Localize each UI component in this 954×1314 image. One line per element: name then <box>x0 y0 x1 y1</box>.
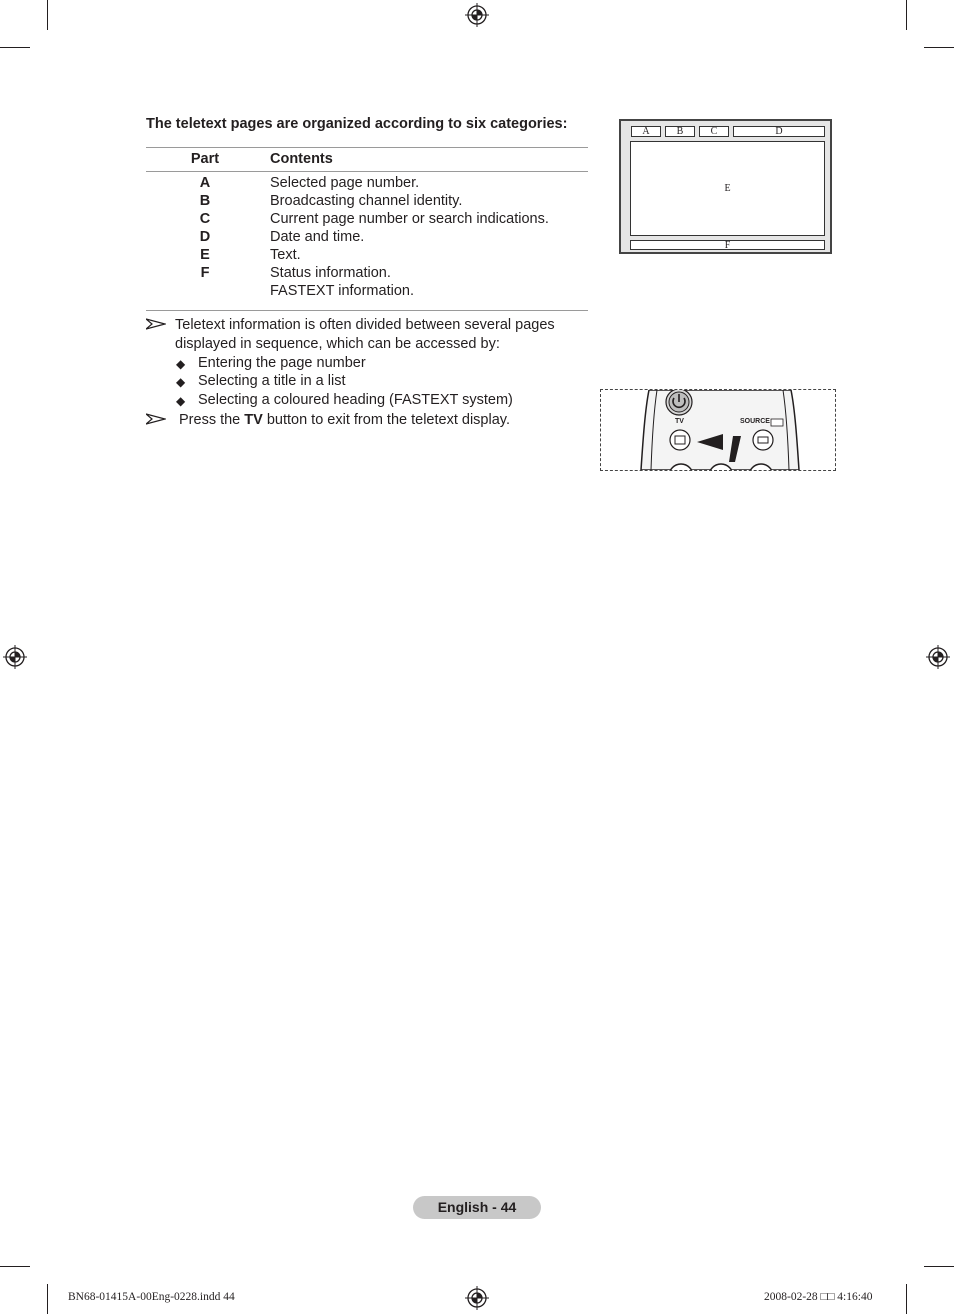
teletext-part-e <box>630 141 825 236</box>
diamond-bullet-icon: ◆ <box>176 357 186 371</box>
table-cell-content: Status information. <box>270 265 391 281</box>
page-number-badge: English - 44 <box>413 1196 541 1219</box>
teletext-part-e-label: E <box>724 183 731 194</box>
table-cell-part: F <box>200 265 210 281</box>
table-bottom-rule <box>146 310 588 311</box>
table-cell-part: E <box>200 247 210 263</box>
registration-mark-icon <box>465 3 489 27</box>
crop-mark <box>924 1266 954 1267</box>
registration-mark-icon <box>465 1286 489 1310</box>
table-cell-content: Text. <box>270 247 301 263</box>
remote-tv-label: TV <box>675 418 684 425</box>
crop-mark <box>47 0 48 30</box>
table-top-rule <box>146 147 588 148</box>
teletext-part-a: A <box>631 126 661 137</box>
table-header-rule <box>146 171 588 172</box>
tv-keyword: TV <box>244 412 263 428</box>
remote-body-icon <box>601 390 835 470</box>
teletext-part-c: C <box>699 126 729 137</box>
bullet-item: Entering the page number <box>198 355 366 371</box>
table-cell-content: Selected page number. <box>270 175 420 191</box>
section-heading: The teletext pages are organized according to six categories: <box>146 116 568 132</box>
date-slug: 2008-02-28 □□ 4:16:40 <box>764 1291 873 1303</box>
crop-mark <box>906 0 907 30</box>
teletext-screen-diagram <box>619 119 832 254</box>
crop-mark <box>47 1284 48 1314</box>
crop-mark <box>0 47 30 48</box>
table-cell-part: A <box>199 175 211 191</box>
diamond-bullet-icon: ◆ <box>176 394 186 408</box>
teletext-part-b: B <box>665 126 695 137</box>
table-cell-content: Date and time. <box>270 229 365 245</box>
remote-source-label: SOURCE <box>740 418 770 425</box>
note-arrow-icon <box>146 413 166 425</box>
diamond-bullet-icon: ◆ <box>176 375 186 389</box>
file-slug: BN68-01415A-00Eng-0228.indd 44 <box>68 1291 235 1303</box>
crop-mark <box>0 1266 30 1267</box>
table-cell-content: Broadcasting channel identity. <box>270 193 463 209</box>
note-text-line: Teletext information is often divided between several pages <box>175 317 555 333</box>
registration-mark-icon <box>926 645 950 669</box>
bullet-item: Selecting a coloured heading (FASTEXT system) <box>198 392 513 408</box>
crop-mark <box>924 47 954 48</box>
exit-note-pre: Press the <box>179 412 245 428</box>
note-text-line: displayed in sequence, which can be accessed by: <box>175 336 500 352</box>
table-cell-part: C <box>199 211 211 227</box>
table-header-contents: Contents <box>270 151 333 167</box>
table-cell-content: FASTEXT information. <box>270 283 414 299</box>
exit-note <box>179 412 510 428</box>
table-cell-content: Current page number or search indications. <box>270 211 549 227</box>
remote-control-illustration <box>600 389 836 471</box>
table-cell-part: B <box>199 193 211 209</box>
table-header-part: Part <box>190 151 220 167</box>
note-arrow-icon <box>146 318 166 330</box>
table-cell-part: D <box>199 229 211 245</box>
teletext-part-f: F <box>630 240 825 250</box>
crop-mark <box>906 1284 907 1314</box>
bullet-item: Selecting a title in a list <box>198 373 346 389</box>
registration-mark-icon <box>3 645 27 669</box>
teletext-part-d: D <box>733 126 825 137</box>
exit-note-post: button to exit from the teletext display. <box>262 412 510 428</box>
